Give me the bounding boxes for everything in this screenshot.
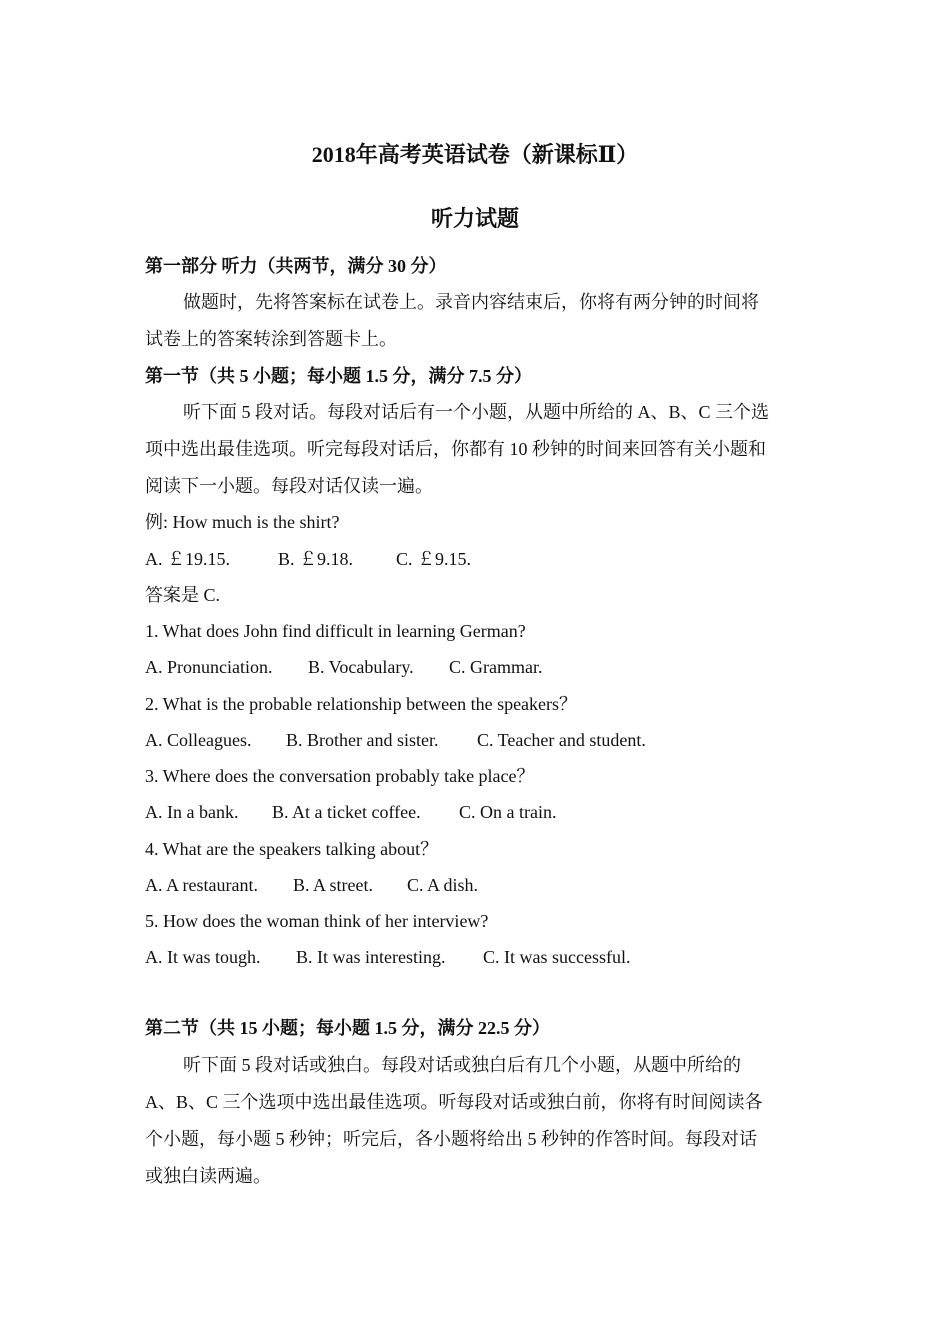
example-option-c: C. ￡9.15.: [396, 549, 472, 569]
question-3-options: [145, 800, 556, 824]
section1-intro-line: 听下面 5 段对话。每段对话后有一个小题，从题中所给的 A、B、C 三个选: [183, 402, 770, 422]
question-5-options: [145, 945, 630, 969]
part1-intro-line: 做题时，先将答案标在试卷上。录音内容结束后，你将有两分钟的时间将: [183, 292, 759, 312]
option-c: C. Teacher and student.: [477, 730, 646, 750]
option-b: B. Brother and sister.: [286, 730, 439, 750]
question-4: 4. What are the speakers talking about？: [145, 839, 439, 859]
option-a: A. It was tough.: [145, 947, 261, 967]
question-1: 1. What does John find difficult in learning German?: [145, 621, 526, 641]
option-b: B. It was interesting.: [296, 947, 446, 967]
option-a: A. In a bank.: [145, 802, 239, 822]
question-5: 5. How does the woman think of her interview?: [145, 911, 489, 931]
section2-intro-line: A、B、C 三个选项中选出最佳选项。听每段对话或独白前，你将有时间阅读各: [145, 1092, 763, 1112]
question-2: 2. What is the probable relationship between the speakers？: [145, 694, 578, 714]
section1-intro-line: 阅读下一小题。每段对话仅读一遍。: [145, 476, 433, 496]
option-c: C. Grammar.: [449, 657, 543, 677]
option-b: B. At a ticket coffee.: [272, 802, 421, 822]
option-c: C. A dish.: [407, 875, 479, 895]
option-c: C. It was successful.: [483, 947, 631, 967]
example-option-a: A. ￡19.15.: [145, 549, 230, 569]
section1-heading: 第一节（共 5 小题；每小题 1.5 分，满分 7.5 分）: [145, 366, 532, 386]
example-answer: 答案是 C.: [145, 585, 221, 605]
page-subtitle: 听力试题: [430, 206, 519, 231]
example-question: 例: How much is the shirt?: [145, 512, 340, 532]
question-4-options: [145, 873, 478, 897]
option-a: A. Colleagues.: [145, 730, 252, 750]
option-a: A. Pronunciation.: [145, 657, 273, 677]
part1-intro-line: 试卷上的答案转涂到答题卡上。: [145, 329, 397, 349]
section2-intro-line: 个小题，每小题 5 秒钟；听完后，各小题将给出 5 秒钟的作答时间。每段对话: [145, 1129, 757, 1149]
option-b: B. Vocabulary.: [308, 657, 414, 677]
section2-intro-line: 或独白读两遍。: [145, 1166, 271, 1186]
section2-intro-line: 听下面 5 段对话或独白。每段对话或独白后有几个小题，从题中所给的: [183, 1055, 741, 1075]
option-c: C. On a train.: [459, 802, 557, 822]
question-3: 3. Where does the conversation probably take place？: [145, 766, 535, 786]
part1-heading: 第一部分 听力（共两节，满分 30 分）: [145, 256, 447, 276]
example-options: [145, 547, 471, 571]
page-title: 2018年高考英语试卷（新课标Ⅱ）: [311, 142, 639, 167]
question-1-options: [145, 655, 542, 679]
option-a: A. A restaurant.: [145, 875, 258, 895]
section2-heading: 第二节（共 15 小题；每小题 1.5 分，满分 22.5 分）: [145, 1018, 550, 1038]
example-option-b: B. ￡9.18.: [278, 549, 354, 569]
option-b: B. A street.: [293, 875, 373, 895]
question-2-options: [145, 728, 646, 752]
section1-intro-line: 项中选出最佳选项。听完每段对话后，你都有 10 秒钟的时间来回答有关小题和: [145, 439, 766, 459]
